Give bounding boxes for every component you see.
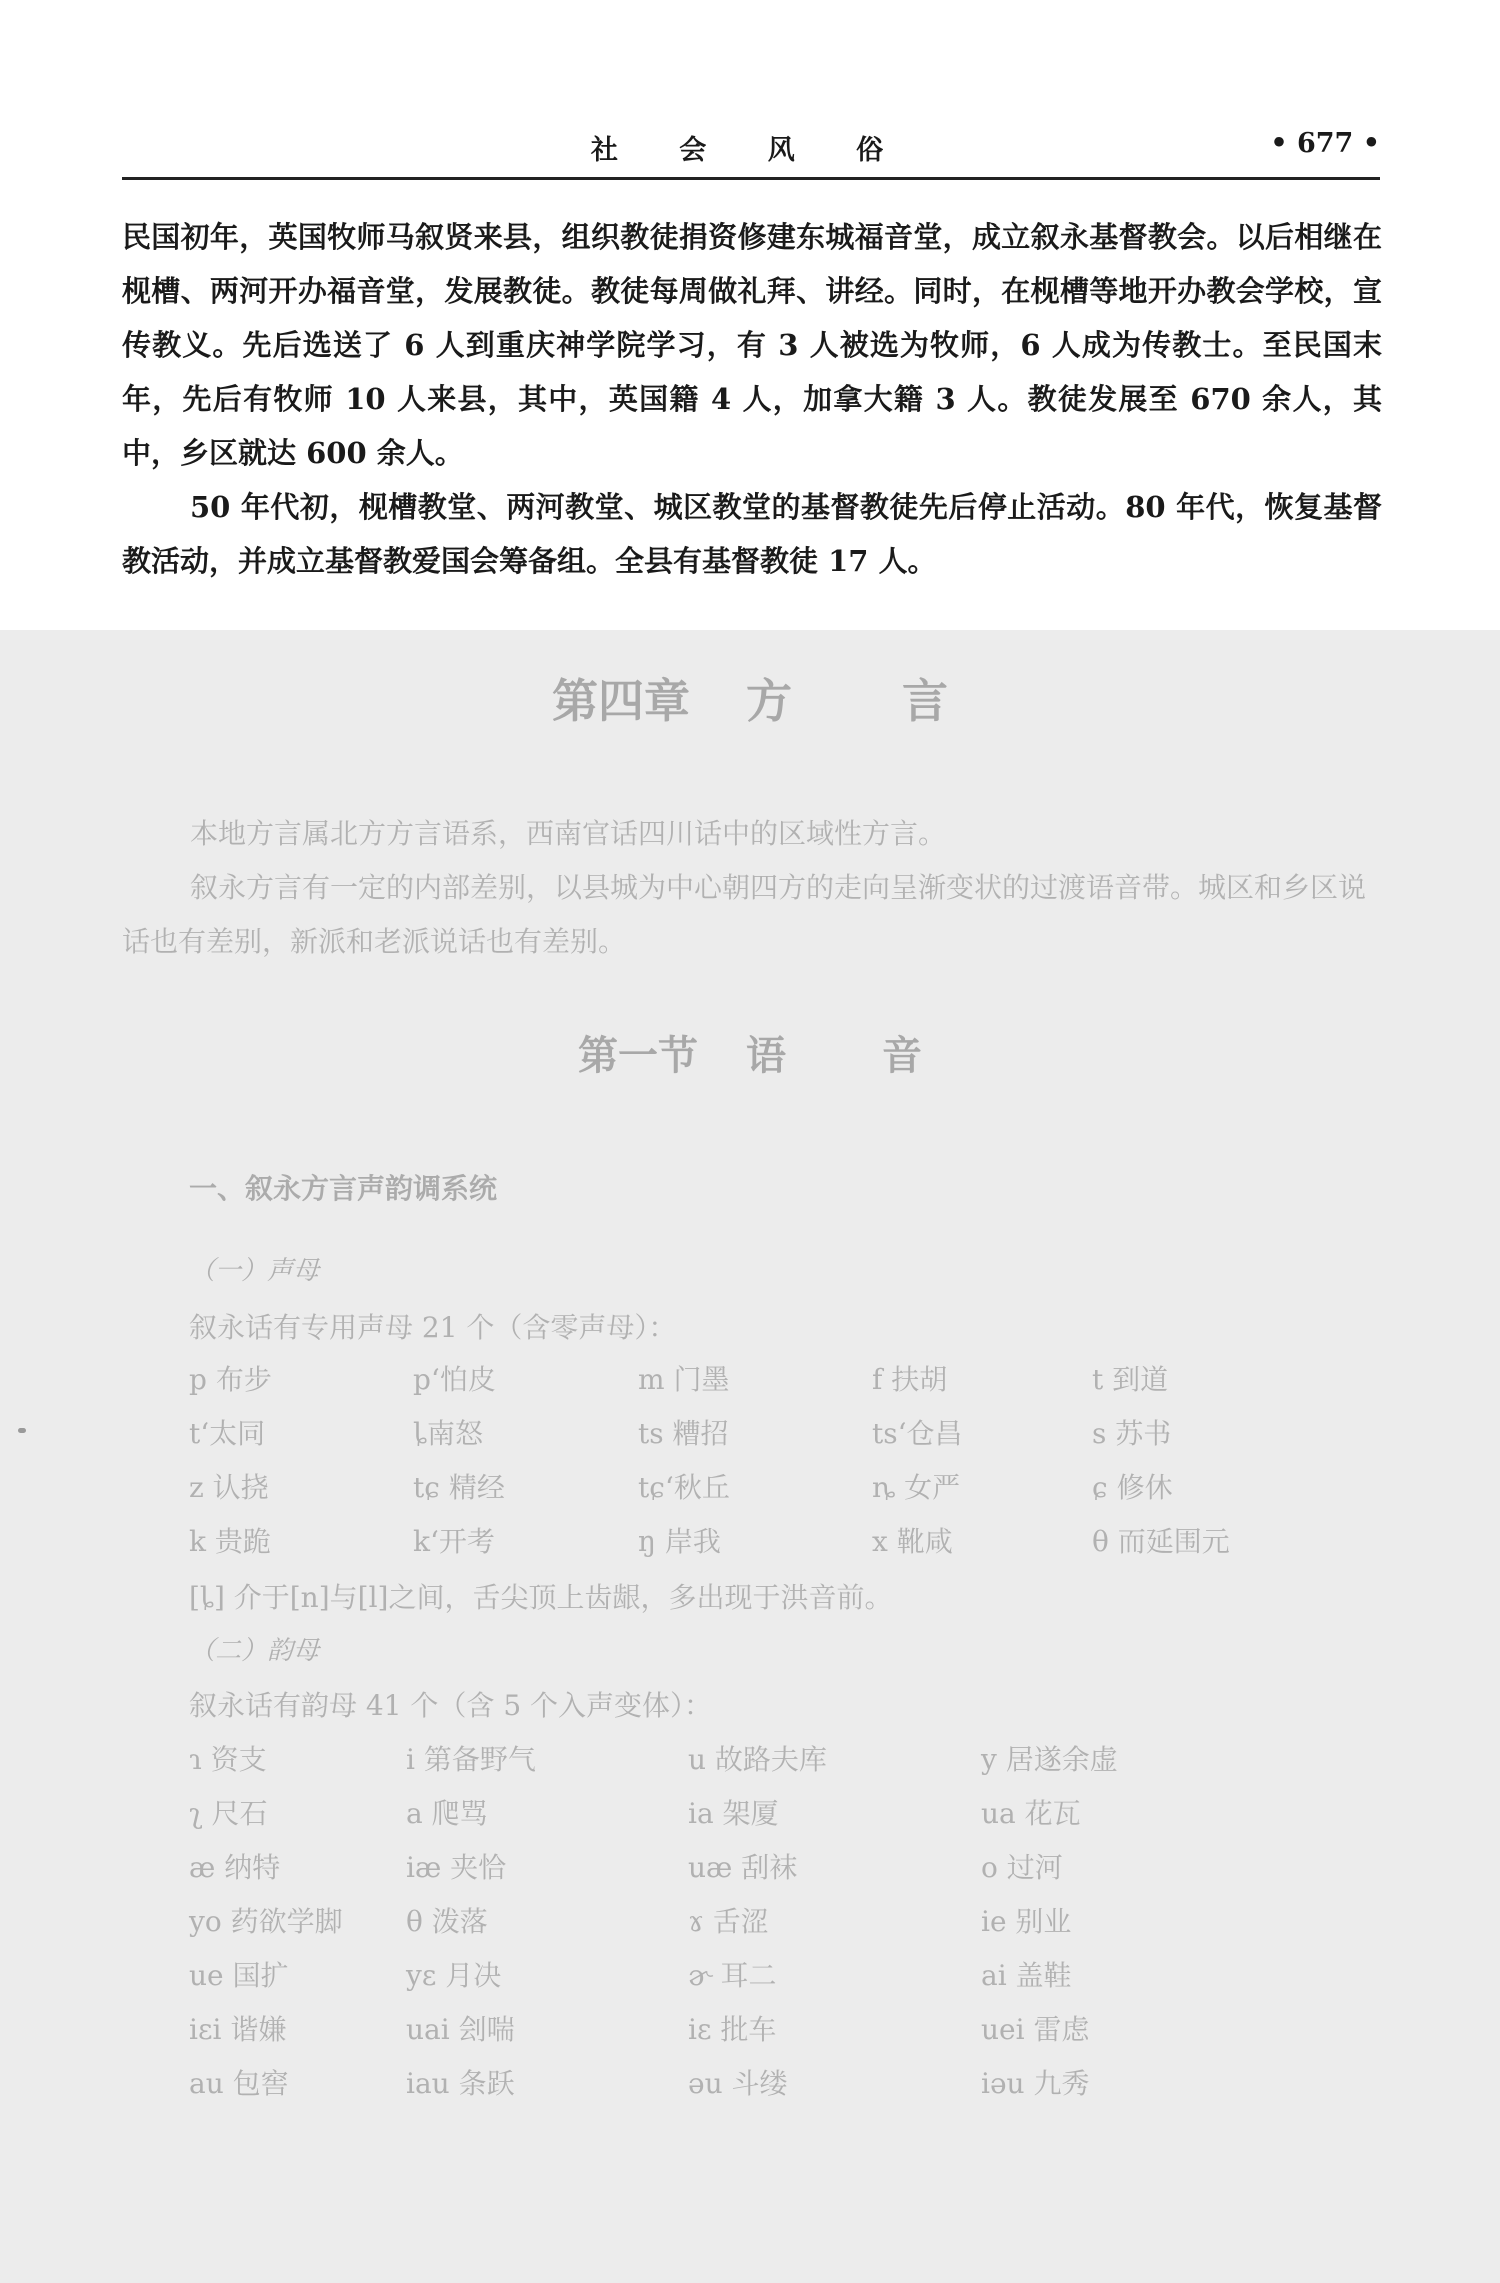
initials-summary: 叙永话有专用声母 21 个（含零声母）： [189, 1311, 677, 1344]
finals-cell: iɛ 批车 [688, 2013, 777, 2046]
finals-cell: y 居遂余虚 [981, 1743, 1118, 1776]
finals-cell: ie 别业 [981, 1905, 1072, 1938]
running-header-title: 社 会 风 俗 [590, 135, 910, 166]
finals-cell: ia 架厦 [688, 1797, 779, 1830]
section-char-1: 语 [746, 1032, 786, 1079]
finals-cell: ɿ 资支 [189, 1743, 267, 1776]
finals-cell: ɚ 耳二 [688, 1959, 777, 1992]
initials-cell: ŋ 岸我 [638, 1525, 721, 1558]
page-number: • 677 • [1270, 128, 1380, 159]
finals-cell: au 包窖 [189, 2067, 289, 2100]
finals-cell: i 第备野气 [406, 1743, 536, 1776]
finals-cell: əu 斗缕 [688, 2067, 788, 2100]
body-text [122, 210, 1382, 588]
finals-cell: u 故路夫库 [688, 1743, 827, 1776]
initials-cell: p 布步 [189, 1363, 272, 1396]
scan-speck [18, 1428, 26, 1433]
finals-cell: yo 药欲学脚 [189, 1905, 343, 1938]
finals-summary: 叙永话有韵母 41 个（含 5 个入声变体）： [189, 1689, 713, 1722]
subsection-heading: 一、叙永方言声韵调系统 [189, 1172, 498, 1205]
initials-cell: f 扶胡 [872, 1363, 948, 1396]
finals-cell: iau 条跃 [406, 2067, 515, 2100]
initials-cell: k‘开考 [413, 1525, 495, 1558]
chapter-char-2: 言 [902, 674, 948, 728]
section-number: 第一节 [578, 1032, 698, 1079]
finals-cell: ʅ 尺石 [189, 1797, 268, 1830]
chapter-number: 第四章 [552, 674, 690, 728]
initials-cell: ts‘仓昌 [872, 1417, 963, 1450]
intro-paragraph-2: 叙永方言有一定的内部差别，以县城为中心朝四方的走向呈渐变状的过渡语音带。城区和乡区说话也有差别，新派和老派说话也有差别。 [122, 871, 1367, 958]
intro-paragraph-1: 本地方言属北方方言语系，西南官话四川话中的区域性方言。 [190, 817, 947, 850]
finals-cell: iæ 夹恰 [406, 1851, 507, 1884]
initials-cell: tɕ 精经 [413, 1471, 505, 1504]
initials-cell: s 苏书 [1092, 1417, 1172, 1450]
initials-cell: ȴ南怒 [413, 1417, 484, 1450]
initials-cell: z 认挠 [189, 1471, 269, 1504]
finals-cell: yɛ 月决 [406, 1959, 502, 1992]
chapter-char-1: 方 [746, 674, 792, 728]
finals-heading: （二）韵母 [189, 1636, 320, 1666]
paragraph-2: 50 年代初，枧槽教堂、两河教堂、城区教堂的基督教徒先后停止活动。80 年代，恢复基督教活动，并成立基督教爱国会筹备组。全县有基督教徒 17 人。 [122, 490, 1382, 578]
finals-cell: æ 纳特 [189, 1851, 281, 1884]
initials-cell: p‘怕皮 [413, 1363, 496, 1396]
initials-heading: （一）声母 [189, 1256, 320, 1286]
section-char-2: 音 [882, 1032, 922, 1079]
finals-cell: uei 雷虑 [981, 2013, 1090, 2046]
initials-cell: θ 而延围元 [1092, 1525, 1230, 1558]
finals-cell: ai 盖鞋 [981, 1959, 1072, 1992]
finals-cell: ue 国扩 [189, 1959, 289, 1992]
finals-cell: iɛi 谐嫌 [189, 2013, 287, 2046]
initials-cell: t‘太同 [189, 1417, 266, 1450]
initials-cell: t 到道 [1092, 1363, 1169, 1396]
initials-note: [ȴ] 介于[n]与[l]之间，舌尖顶上齿龈，多出现于洪音前。 [189, 1581, 893, 1614]
initials-cell: tɕ‘秋丘 [638, 1471, 730, 1504]
initials-cell: ȵ 女严 [872, 1471, 961, 1504]
initials-cell: k 贵跪 [189, 1525, 271, 1558]
initials-cell: x 靴咸 [872, 1525, 953, 1558]
initials-cell: m 门墨 [638, 1363, 730, 1396]
section-title [0, 1024, 1500, 1081]
finals-cell: iəu 九秀 [981, 2067, 1090, 2100]
chapter-intro [122, 807, 1382, 969]
finals-cell: o 过河 [981, 1851, 1063, 1884]
finals-cell: θ 泼落 [406, 1905, 488, 1938]
finals-cell: ɤ 舌涩 [688, 1905, 769, 1938]
finals-cell: ua 花瓦 [981, 1797, 1081, 1830]
finals-cell: uai 刽喘 [406, 2013, 515, 2046]
finals-cell: uæ 刮袜 [688, 1851, 798, 1884]
paragraph-1: 民国初年，英国牧师马叙贤来县，组织教徒捐资修建东城福音堂，成立叙永基督教会。以后相继在枧槽、两河开办福音堂，发展教徒。教徒每周做礼拜、讲经。同时，在枧槽等地开办教会学校，宣传教义。先后选送了 6 人到重庆神学院学习，有 3 人被选为牧师，6 人成为传教士。至民国末年，先后有牧师 10 人来县，其中，英国籍 4 人，加拿大籍 3 人。教徒发展至 670 余人，其中，乡区就达 600 余人。 [122, 220, 1382, 470]
chapter-title [0, 665, 1500, 731]
initials-cell: ɕ 修休 [1092, 1471, 1173, 1504]
finals-cell: a 爬骂 [406, 1797, 488, 1830]
header-rule [122, 177, 1380, 180]
initials-cell: ts 糟招 [638, 1417, 729, 1450]
